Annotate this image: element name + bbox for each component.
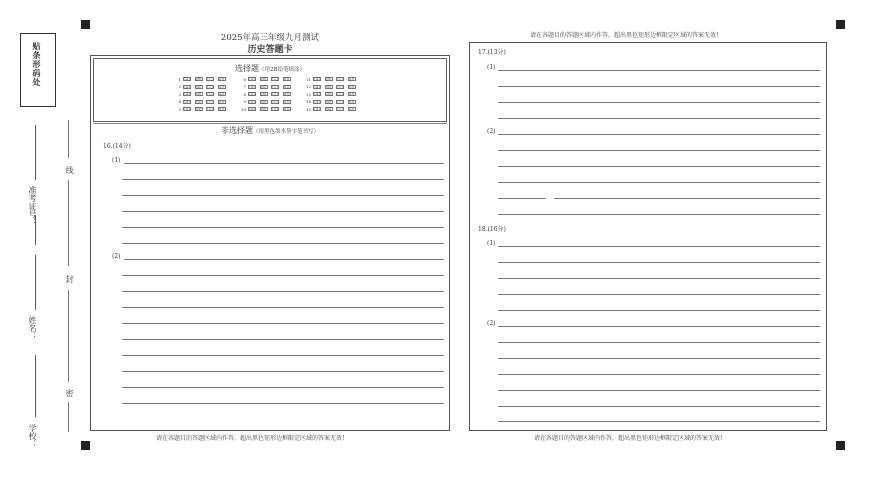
answer-line[interactable] [124,163,444,164]
exam-number-line-lower [35,215,36,245]
positioning-marker-top-right [836,20,845,29]
answer-bubble-2-b[interactable]: [B] [195,84,202,89]
answer-bubble-5-d[interactable]: [D] [218,107,225,111]
answer-bubble-1-b[interactable]: [B] [195,77,202,81]
answer-line[interactable] [498,358,820,359]
nonchoice-divider [93,123,447,124]
choice-section-title [94,63,446,74]
answer-bubble-9-a[interactable]: [A] [249,99,255,104]
answer-bubble-6-a[interactable]: [A] [249,77,255,81]
answer-bubble-11-d[interactable]: [D] [348,77,355,81]
answer-bubble-3-c[interactable]: [C] [207,92,213,96]
answer-line[interactable] [122,403,444,404]
exam-title: 2025年高三年级九月测试 [220,33,320,43]
answer-bubble-8-b[interactable]: [B] [260,92,267,96]
name-label: 姓名： [28,316,37,340]
choice-title-text: 选择题 [234,64,259,73]
answer-line[interactable] [122,339,444,340]
choice-question-number: 4 [178,99,181,104]
choice-section [93,58,447,122]
answer-line[interactable] [122,275,444,276]
seal-line-2 [68,180,69,266]
nonchoice-note: （用黑色墨水签字笔书写） [252,129,319,135]
school-line [35,355,36,417]
choice-note: （用2B铅笔填涂） [258,67,306,73]
choice-question-number: 3 [178,91,181,97]
answer-bubble-10-b[interactable]: [B] [260,107,267,111]
choice-question-number: 10 [240,106,246,112]
answer-line[interactable] [498,246,820,247]
question-18-title: 18.(16分) [478,226,506,233]
answer-bubble-7-b[interactable]: [B] [260,84,267,89]
answer-line[interactable] [122,227,444,228]
barcode-label: 贴条形码处 [32,42,42,87]
answer-bubble-9-b[interactable]: [B] [260,99,267,104]
answer-line[interactable] [498,262,820,263]
answer-line[interactable] [554,198,820,199]
answer-line[interactable] [498,86,820,87]
answer-line[interactable] [498,406,820,407]
question-18-part-1: (1) [487,240,496,247]
answer-line[interactable] [122,323,444,324]
exam-number-label: 准考证号： [28,186,37,226]
answer-bubble-15-c[interactable]: [C] [337,107,343,111]
notice-top-right: 请在各题目的答题区域内作答，超出黑色矩形边框限定区域的答案无效! [530,32,719,39]
answer-bubble-2-c[interactable]: [C] [207,84,213,89]
notice-bottom-left: 请在各题目的答题区域内作答，超出黑色矩形边框限定区域的答案无效! [156,435,345,442]
answer-bubble-9-d[interactable]: [D] [283,99,290,104]
answer-bubble-13-a[interactable]: [A] [314,92,320,96]
answer-line[interactable] [498,326,820,327]
answer-line[interactable] [498,214,820,215]
answer-bubble-14-a[interactable]: [A] [314,99,320,104]
answer-bubble-7-c[interactable]: [C] [272,84,278,89]
question-17-part-2: (2) [487,128,496,135]
choice-question-number: 14 [305,99,311,104]
choice-question-number: 15 [305,106,311,112]
answer-bubble-13-b[interactable]: [B] [325,92,332,96]
answer-bubble-12-b[interactable]: [B] [325,84,332,89]
answer-line[interactable] [122,355,444,356]
answer-line[interactable] [122,307,444,308]
name-line [35,255,36,310]
answer-bubble-9-c[interactable]: [C] [272,99,278,104]
answer-bubble-2-d[interactable]: [D] [218,84,225,89]
exam-number-line-upper [35,125,36,180]
positioning-marker-top-left [81,20,90,29]
choice-question-number: 7 [243,84,246,89]
answer-line[interactable] [498,150,820,151]
choice-question-number: 12 [305,84,311,89]
answer-bubble-6-b[interactable]: [B] [260,77,267,81]
answer-bubble-5-c[interactable]: [C] [207,107,213,111]
answer-line[interactable] [498,182,820,183]
answer-line[interactable] [498,390,820,391]
answer-bubble-14-d[interactable]: [D] [348,99,355,104]
answer-bubble-1-d[interactable]: [D] [218,77,225,81]
answer-line[interactable] [498,310,820,311]
seal-char-xian: 线 [65,166,74,174]
answer-bubble-8-c[interactable]: [C] [272,92,278,96]
answer-bubble-4-d[interactable]: [D] [218,99,225,104]
answer-line[interactable] [498,134,820,135]
notice-bottom-right: 请在各题目的答题区域内作答，超出黑色矩形边框限定区域的答案无效! [534,435,723,442]
question-16-part-1: (1) [112,157,121,164]
answer-bubble-1-a[interactable]: [A] [184,77,190,81]
answer-bubble-14-c[interactable]: [C] [337,99,343,104]
answer-line[interactable] [122,195,444,196]
answer-line[interactable] [498,278,820,279]
answer-line[interactable] [498,294,820,295]
answer-bubble-2-a[interactable]: [A] [184,84,190,89]
choice-question-number: 13 [305,91,311,97]
answer-bubble-12-a[interactable]: [A] [314,84,320,89]
answer-bubble-4-b[interactable]: [B] [195,99,202,104]
question-16-title: 16.(14分) [103,143,131,150]
answer-line[interactable] [498,118,820,119]
seal-line-3 [68,290,69,382]
answer-line[interactable] [122,211,444,212]
question-17-part-1: (1) [487,64,496,71]
answer-bubble-14-b[interactable]: [B] [325,99,332,104]
answer-bubble-15-d[interactable]: [D] [348,107,355,111]
positioning-marker-bottom-left [81,441,90,450]
answer-line[interactable] [498,102,820,103]
question-18-part-2: (2) [487,320,496,327]
answer-bubble-3-d[interactable]: [D] [218,92,225,96]
school-label: 学校： [28,424,37,448]
choice-question-number: 8 [243,91,246,97]
answer-line[interactable] [498,70,820,71]
answer-bubble-5-a[interactable]: [A] [184,107,190,111]
answer-line[interactable] [498,166,820,167]
choice-question-number: 9 [243,99,246,104]
answer-line[interactable] [498,342,820,343]
answer-bubble-4-c[interactable]: [C] [207,99,213,104]
answer-bubble-12-d[interactable]: [D] [348,84,355,89]
answer-bubble-5-b[interactable]: [B] [195,107,202,111]
answer-bubble-7-d[interactable]: [D] [283,84,290,89]
answer-bubble-6-d[interactable]: [D] [283,77,290,81]
answer-line[interactable] [122,179,444,180]
seal-line-4 [68,402,69,432]
question-16-part-2: (2) [112,253,121,260]
answer-bubble-11-c[interactable]: [C] [337,77,343,81]
answer-bubble-1-c[interactable]: [C] [207,77,213,81]
answer-bubble-11-a[interactable]: [A] [314,77,320,81]
right-answer-panel [469,42,827,431]
choice-question-number: 1 [178,76,181,82]
answer-bubble-6-c[interactable]: [C] [272,77,278,81]
seal-char-feng: 封 [65,275,74,283]
question-17-title: 17.(13分) [478,49,506,56]
answer-bubble-10-d[interactable]: [D] [283,107,290,111]
answer-bubble-7-a[interactable]: [A] [249,84,255,89]
answer-bubble-11-b[interactable]: [B] [325,77,332,81]
answer-bubble-10-a[interactable]: [A] [249,107,255,111]
answer-bubble-8-d[interactable]: [D] [283,92,290,96]
answer-bubble-10-c[interactable]: [C] [272,107,278,111]
choice-question-number: 6 [243,76,246,82]
answer-line[interactable] [122,387,444,388]
seal-line-1 [68,120,69,158]
answer-bubble-8-a[interactable]: [A] [249,92,255,96]
answer-bubble-3-a[interactable]: [A] [184,92,190,96]
answer-line[interactable] [498,374,820,375]
answer-sheet-title: 历史答题卡 [247,45,293,55]
answer-line[interactable] [122,243,444,244]
choice-question-number: 11 [305,76,311,82]
answer-bubble-3-b[interactable]: [B] [195,92,202,96]
nonchoice-section-title [93,125,447,136]
choice-question-number: 2 [178,84,181,89]
barcode-area [20,33,56,107]
seal-char-mi: 密 [65,389,74,397]
answer-bubble-15-b[interactable]: [B] [325,107,332,111]
nonchoice-title-text: 非选择题 [220,126,253,135]
answer-bubble-15-a[interactable]: [A] [314,107,320,111]
answer-bubble-13-d[interactable]: [D] [348,92,355,96]
answer-line[interactable] [498,421,820,422]
answer-bubble-4-a[interactable]: [A] [184,99,190,104]
answer-line[interactable] [122,291,444,292]
answer-line[interactable] [498,198,546,199]
positioning-marker-bottom-right [836,441,845,450]
answer-bubble-13-c[interactable]: [C] [337,92,343,96]
answer-line[interactable] [124,259,444,260]
choice-question-number: 5 [178,106,181,112]
answer-bubble-12-c[interactable]: [C] [337,84,343,89]
answer-line[interactable] [122,371,444,372]
